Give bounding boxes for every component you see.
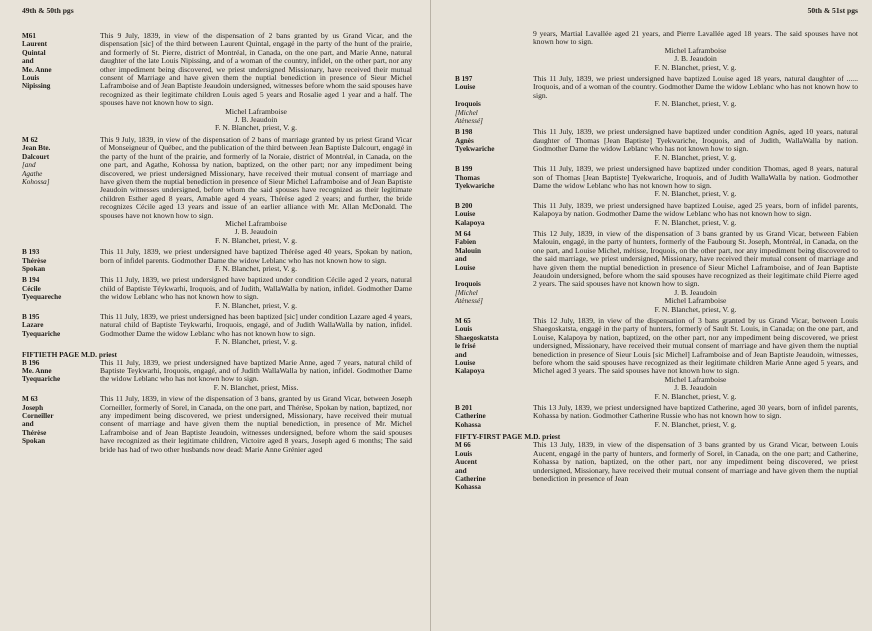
margin-line: M61 <box>22 32 36 40</box>
margin-line: Louise <box>455 359 476 368</box>
left-entries <box>22 32 412 454</box>
left-page-header: 49th & 50th pgs <box>22 6 74 15</box>
margin-line: Quintal <box>22 48 46 57</box>
entry-signature: Michel Laframboise <box>664 296 727 306</box>
margin-line: Spokan <box>22 264 46 273</box>
entry-margin-note <box>22 359 100 393</box>
margin-line: Spokan <box>22 437 46 446</box>
margin-line: B 200 <box>455 201 473 210</box>
entry-body <box>100 276 412 310</box>
entry-signature: F. N. Blanchet, priest, V. g. <box>214 300 297 310</box>
entry-text: This 9 July, 1839, in view of the dispensation of 2 bans granted by us Grand Vicar, and the dispensation [sic] of the third between Laurent Quintal, engagé in the party of the hunt of the prairie, and formerly of St. Pierre, district of Montréal, in Canada, on the one part, and Marie Anne, natural daughter of the late Louis Nipissing, and of a woman of the country, infidel, on the other part, nor any other impediment being discovered, we priest undersigned Missionary, have received their mutual consent of Marriage and have given them the nuptial benediction in presence of Sieur Michel Laframboise and of Jean Baptiste Jeaudoin undersigned, witnesses before whom the said spouses have recognized as their legitimate children Louis aged 5 years and Rosalie aged 1 year and a half. The spouses have not known how to sign. <box>100 31 412 108</box>
margin-line: M 63 <box>22 395 38 404</box>
entry-body <box>533 202 858 227</box>
entry-body <box>533 128 858 162</box>
margin-line: Louise <box>455 263 476 272</box>
entry-text: 9 years, Martial Lavallée aged 21 years, and Pierre Lavallée aged 18 years. The said spouses have not known how to sign. <box>533 29 858 47</box>
margin-line: Kalapoya <box>455 367 485 376</box>
entry-signature: J. B. Jeaudoin <box>234 115 278 125</box>
entry-margin-note <box>455 30 533 72</box>
entry-body <box>100 32 412 133</box>
margin-line: Louis <box>22 74 40 83</box>
entry-margin-note <box>455 165 533 199</box>
register-entry <box>455 404 858 429</box>
left-page <box>0 0 430 631</box>
register-entry <box>455 317 858 401</box>
entry-signature: J. B. Jeaudoin <box>674 287 717 297</box>
entry-signature: Michel Laframboise <box>225 106 287 116</box>
entry-body <box>533 404 858 429</box>
entry-text: This 11 July, 1839, in view of the dispensation of 3 bans, granted by us Grand Vicar, between Joseph Corneiller, formerly of Sorel, in Canada, on the one part, and Thérèse, Spokan by nation, baptized, nor any impediment being discovered, we priest undersigned, Missionary, have received their mutual consent of marriage and have given them the nuptial benediction, in presence of Mr. Michel Laframboise and of Jean Baptiste Jeaudoin, witnesses undersigned, before whom the said spouses have recognized as their legitimate children, Victoire aged 8 years, Joseph aged 6 months; The said bride has had of two other husbands now dead: Marie Anne Grénier aged <box>100 394 412 454</box>
entry-text: This 13 July, 1839, we priest undersigned have baptized Catherine, aged 30 years, born of infidel parents, Kohassa by nation. Godmother Catherine Russie who has not known how to sign. <box>533 403 858 421</box>
margin-line: Shaegoskatsta <box>455 333 499 342</box>
entry-signature: F. N. Blanchet, priest, V. g. <box>654 152 737 162</box>
margin-line: Tyequariche <box>22 375 61 384</box>
entry-body <box>533 30 858 72</box>
entry-body <box>533 75 858 125</box>
margin-line: M 65 <box>455 317 471 325</box>
entry-margin-note <box>455 230 533 314</box>
entry-text: This 11 July, 1839, we priest undersigned have baptized under condition Cécile aged 2 years, natural child of Baptiste Téykwarhi, Iroquois, and of Judith, WallaWalla by nation, infidel. Godmother Dame the widow Leblanc who has not known how to sign. <box>100 275 412 302</box>
entry-signature: F. N. Blanchet, priest, V. g. <box>214 235 297 245</box>
margin-line: Cécile <box>22 284 41 293</box>
margin-line: Kalapoya <box>455 218 485 227</box>
entry-body <box>533 441 858 491</box>
register-entry <box>22 276 412 310</box>
register-entry <box>22 313 412 347</box>
margin-line: Me. Anne <box>22 367 52 376</box>
margin-line: B 197 <box>455 75 473 84</box>
entry-text: This 12 July, 1839, in view of the dispensation of 3 bans granted by us Grand Vicar, between Louis Shaegoskatsta, engagé in the party of hunters, formerly of Sault St. Louis, in Canada; on the one part, and Louise, Kalapoya by nation, baptized, on the other part, nor any impediment being discovered, we priest undersigned, Missionary, have received their mutual consent of marriage and have given them the nuptial benediction in presence of Sieur Louis [sic Michel] Laframboise and of Jean Baptiste Jeaudoin, witnesses, before whom the said spouses have recognized as their legitimate children Marie Anne aged 5 years, and Michel aged 3 years. The said spouses have not known how to sign. <box>533 316 858 376</box>
register-entry <box>22 395 412 454</box>
register-entry <box>22 136 412 245</box>
entry-body <box>533 165 858 199</box>
margin-line-italic: [Michel <box>455 108 478 117</box>
entry-margin-note <box>22 248 100 273</box>
margin-line: Malouin <box>455 246 481 255</box>
margin-line: Fabien <box>455 238 477 247</box>
margin-line: Tyequariche <box>22 329 61 338</box>
margin-line-italic: Kohossa] <box>22 177 50 186</box>
entry-margin-note <box>22 276 100 310</box>
margin-line: Aucent <box>455 458 477 467</box>
margin-line: M 64 <box>455 229 471 238</box>
margin-line: Laurent <box>22 40 48 49</box>
margin-line: Iroquois <box>455 280 481 289</box>
entry-text: This 12 July, 1839, in view of the dispensation of 3 bans granted by us Grand Vicar, between Fabien Malouin, engagé, in the party of hunters, formerly of the Faubourg St. Joseph, Montréal, in Canada, on the one part, and Louise Michel, métisse, Iroquois, on the other part, nor any impediment being discovered to the said marriage, we priest undersigned, Missionary, have received their mutual consent of marriage and have given them the nuptial benediction in presence of Sieur Michel Laframboise, and of Jean Baptiste Jeaudoin undersigned, before whom the said spouses have recognized as their legitimate child Pierre aged 2 years. The said spouses have not known how to sign. <box>533 228 858 289</box>
register-entry <box>455 441 858 491</box>
margin-line: Kohassa <box>455 483 481 492</box>
margin-line: and <box>22 57 34 66</box>
margin-line-italic: [and <box>22 161 36 170</box>
entry-text: This 13 July, 1839, in view of the dispensation of 3 bans granted by us Grand Vicar, between Louis Aucent, engagé in the party of hunters, and formerly of Sorel, in Canada, on the one part; and Catherine, Kohassa by nation, baptized, on the other part, nor any impediment being discovered, we priest undersigned, Missionary, have received their mutual consent of marriage and have given them the nuptial benediction in presence of Jean <box>533 440 858 483</box>
margin-line: Thérèse <box>22 256 47 265</box>
margin-line: and <box>455 350 467 359</box>
entry-signature: F. N. Blanchet, priest, V. g. <box>654 62 737 72</box>
entry-margin-note <box>455 128 533 162</box>
margin-line: B 196 <box>22 358 40 367</box>
entry-margin-note <box>22 395 100 454</box>
entry-text: This 11 July, 1839, we priest undersigned have baptized Louise aged 18 years, natural daughter of ...... Iroquois, and of a woman of the country. Godmother Dame the widow Leblanc who has not known how to sign. <box>533 74 858 100</box>
register-entry <box>455 30 858 72</box>
entry-signature: Michel Laframboise <box>664 45 727 55</box>
margin-line: Corneiller <box>22 412 54 421</box>
entry-signature: F. N. Blanchet, priest, V. g. <box>654 391 737 401</box>
entry-signature: Michel Laframboise <box>664 374 727 384</box>
entry-text: This 11 July, 1839, we priest undersigned have baptized Marie Anne, aged 7 years, natural child of Baptiste Teykwarhi, Iroquois, engagé, and of Judith WallaWalla by nation, infidel. Godmother Dame the widow Leblanc who has not known how to sign. <box>100 357 412 384</box>
margin-line: Joseph <box>22 403 44 412</box>
margin-line-italic: Agathe <box>22 169 43 178</box>
margin-line: Tyekwariche <box>455 145 495 154</box>
entry-body <box>533 317 858 401</box>
entry-margin-note <box>455 441 533 491</box>
entry-signature: F. N. Blanchet, priest, V. g. <box>654 304 737 314</box>
margin-line: and <box>22 420 34 429</box>
register-entry <box>455 75 858 125</box>
entry-margin-note <box>22 313 100 347</box>
register-entry <box>455 230 858 314</box>
margin-line-italic: Atènessé] <box>455 117 483 126</box>
page-section-heading: FIFTIETH PAGE M.D. priest <box>22 349 117 359</box>
margin-line: B 193 <box>22 248 40 257</box>
entry-body <box>100 248 412 273</box>
entry-margin-note <box>455 75 533 125</box>
margin-line: B 199 <box>455 165 473 174</box>
entry-signature: F. N. Blanchet, priest, V. g. <box>214 337 297 347</box>
margin-line: Louise <box>455 83 476 92</box>
margin-line-italic: Atènessé] <box>455 297 483 306</box>
margin-line: Nipissing <box>22 82 51 91</box>
entry-signature: J. B. Jeaudoin <box>674 383 717 393</box>
entry-text: This 11 July, 1839, we priest undersigned have baptized under condition Thomas, aged 8 years, natural son of Thomas [Jean Baptiste] Tyekwariche, Iroquois, and of Judith WallaWalla by nation. Godmother Dame the widow Leblanc who has not known how to sign. <box>533 164 858 190</box>
entry-margin-note <box>455 317 533 401</box>
entry-body <box>533 230 858 314</box>
entry-text: This 11 July, 1839, we priest undersigned has been baptized [sic] under condition Lazare aged 4 years, natural child of Baptiste Teykwarhi, Iroquois, engagé, and of Judith WallaWalla by nation, infidel. Godmother Dame the widow Leblanc who has not known how to sign. <box>100 312 412 338</box>
entry-signature: J. B. Jeaudoin <box>234 227 278 237</box>
margin-line: Iroquois <box>455 100 481 109</box>
margin-line: Tyekwariche <box>455 181 495 190</box>
entry-body <box>100 395 412 454</box>
register-entry <box>455 165 858 199</box>
margin-line: Dalcourt <box>22 152 50 161</box>
entry-margin-note <box>455 202 533 227</box>
margin-line: Louis <box>455 325 473 334</box>
entry-text: This 11 July, 1839, we priest undersigned have baptized Louise, aged 25 years, born of infidel parents, Kalapoya by nation. Godmother Dame the widow Leblanc who has not known how to sign. <box>533 200 858 219</box>
entry-signature: F. N. Blanchet, priest, V. g. <box>654 99 737 109</box>
margin-line: Catherine <box>455 474 486 483</box>
entry-margin-note <box>22 136 100 245</box>
register-entry <box>455 202 858 227</box>
entry-margin-note <box>22 32 100 133</box>
margin-line: Louise <box>455 210 476 219</box>
entry-signature: F. N. Blanchet, priest, V. g. <box>654 189 737 199</box>
margin-line: le frisé <box>455 342 476 351</box>
margin-line: B 198 <box>455 128 473 137</box>
margin-line: Lazare <box>22 321 44 330</box>
margin-line: Thérèse <box>22 428 47 437</box>
entry-body <box>100 359 412 393</box>
margin-line: Jean Bte. <box>22 144 51 153</box>
margin-line: B 201 <box>455 404 473 413</box>
entry-signature: F. N. Blanchet, priest, V. g. <box>654 217 737 227</box>
entry-signature: F. N. Blanchet, priest, V. g. <box>214 123 297 133</box>
margin-line: Kohassa <box>455 420 481 429</box>
margin-line: B 195 <box>22 313 40 321</box>
entry-signature: J. B. Jeaudoin <box>674 54 717 64</box>
right-page <box>430 0 872 631</box>
entry-text: This 11 July, 1839, we priest undersigned have baptized under condition Agnès, aged 10 years, natural daughter of Thomas [Jean Baptiste] Tyekwariche, Iroquois, and of Judith, WallaWalla by nation. Godmother Dame the widow Leblanc who has not known how to sign. <box>533 127 858 154</box>
margin-line: Tyequareche <box>22 293 62 302</box>
margin-line: Me. Anne <box>22 65 52 74</box>
entry-signature: F. N. Blanchet, priest, V. g. <box>214 263 297 273</box>
margin-line: M 62 <box>22 135 38 144</box>
register-entry <box>22 32 412 133</box>
margin-line: and <box>455 466 467 475</box>
register-entry <box>22 359 412 393</box>
register-entry <box>22 248 412 273</box>
margin-line: M 66 <box>455 441 471 450</box>
margin-line: Agnès <box>455 136 474 145</box>
entry-signature: Michel Laframboise <box>225 218 287 228</box>
margin-line <box>455 92 533 100</box>
margin-line: B 194 <box>22 276 40 285</box>
entry-signature: F. N. Blanchet, priest, V. g. <box>654 419 737 429</box>
register-entry <box>455 128 858 162</box>
margin-line: Louis <box>455 449 473 458</box>
entry-signature: F. N. Blanchet, priest, Miss. <box>213 382 299 392</box>
entry-body <box>100 313 412 347</box>
entry-text: This 9 July, 1839, in view of the dispensation of 2 bans of marriage granted by us priest Grand Vicar of Monseigneur of Québec, and the publication of the third between Jean Baptiste Dalcourt, engagé in the party of the hunt of the prairie, and formerly of la Noraie, district of Montréal, in Canada, on the one part, and Agathe, Kohossa by nation, baptized, on the other part; nor any impediment being discovered, we priest undersigned Missionary, have received their mutual consent of marriage and have given them the nuptial benediction in presence of Sieur Michel Laframboise and of Jean Baptiste Jeaudoin witnesses undersigned, before whom the said spouses have recognized as their legitimate children Esther aged 8 years, Amable aged 4 years, Thérèse aged 2 years; and further, the bride recognizes Cécile aged 13 years and issue of an earlier alliance with Mr. Allan McDonald. The spouses have not known how to sign. <box>100 134 412 220</box>
margin-line: and <box>455 255 467 264</box>
margin-line <box>455 272 533 280</box>
margin-line: Thomas <box>455 173 480 182</box>
entry-margin-note <box>455 404 533 429</box>
right-entries <box>455 30 858 492</box>
entry-text: This 11 July, 1839, we priest undersigned have baptized Thérèse aged 40 years, Spokan by nation, born of infidel parents. Godmother Dame the widow Leblanc who has not known how to sign. <box>100 247 412 265</box>
margin-line: Catherine <box>455 412 486 421</box>
page-section-heading: FIFTY-FIRST PAGE M.D. priest <box>455 432 561 442</box>
margin-line-italic: [Michel <box>455 288 478 297</box>
entry-body <box>100 136 412 245</box>
right-page-header: 50th & 51st pgs <box>807 6 858 15</box>
